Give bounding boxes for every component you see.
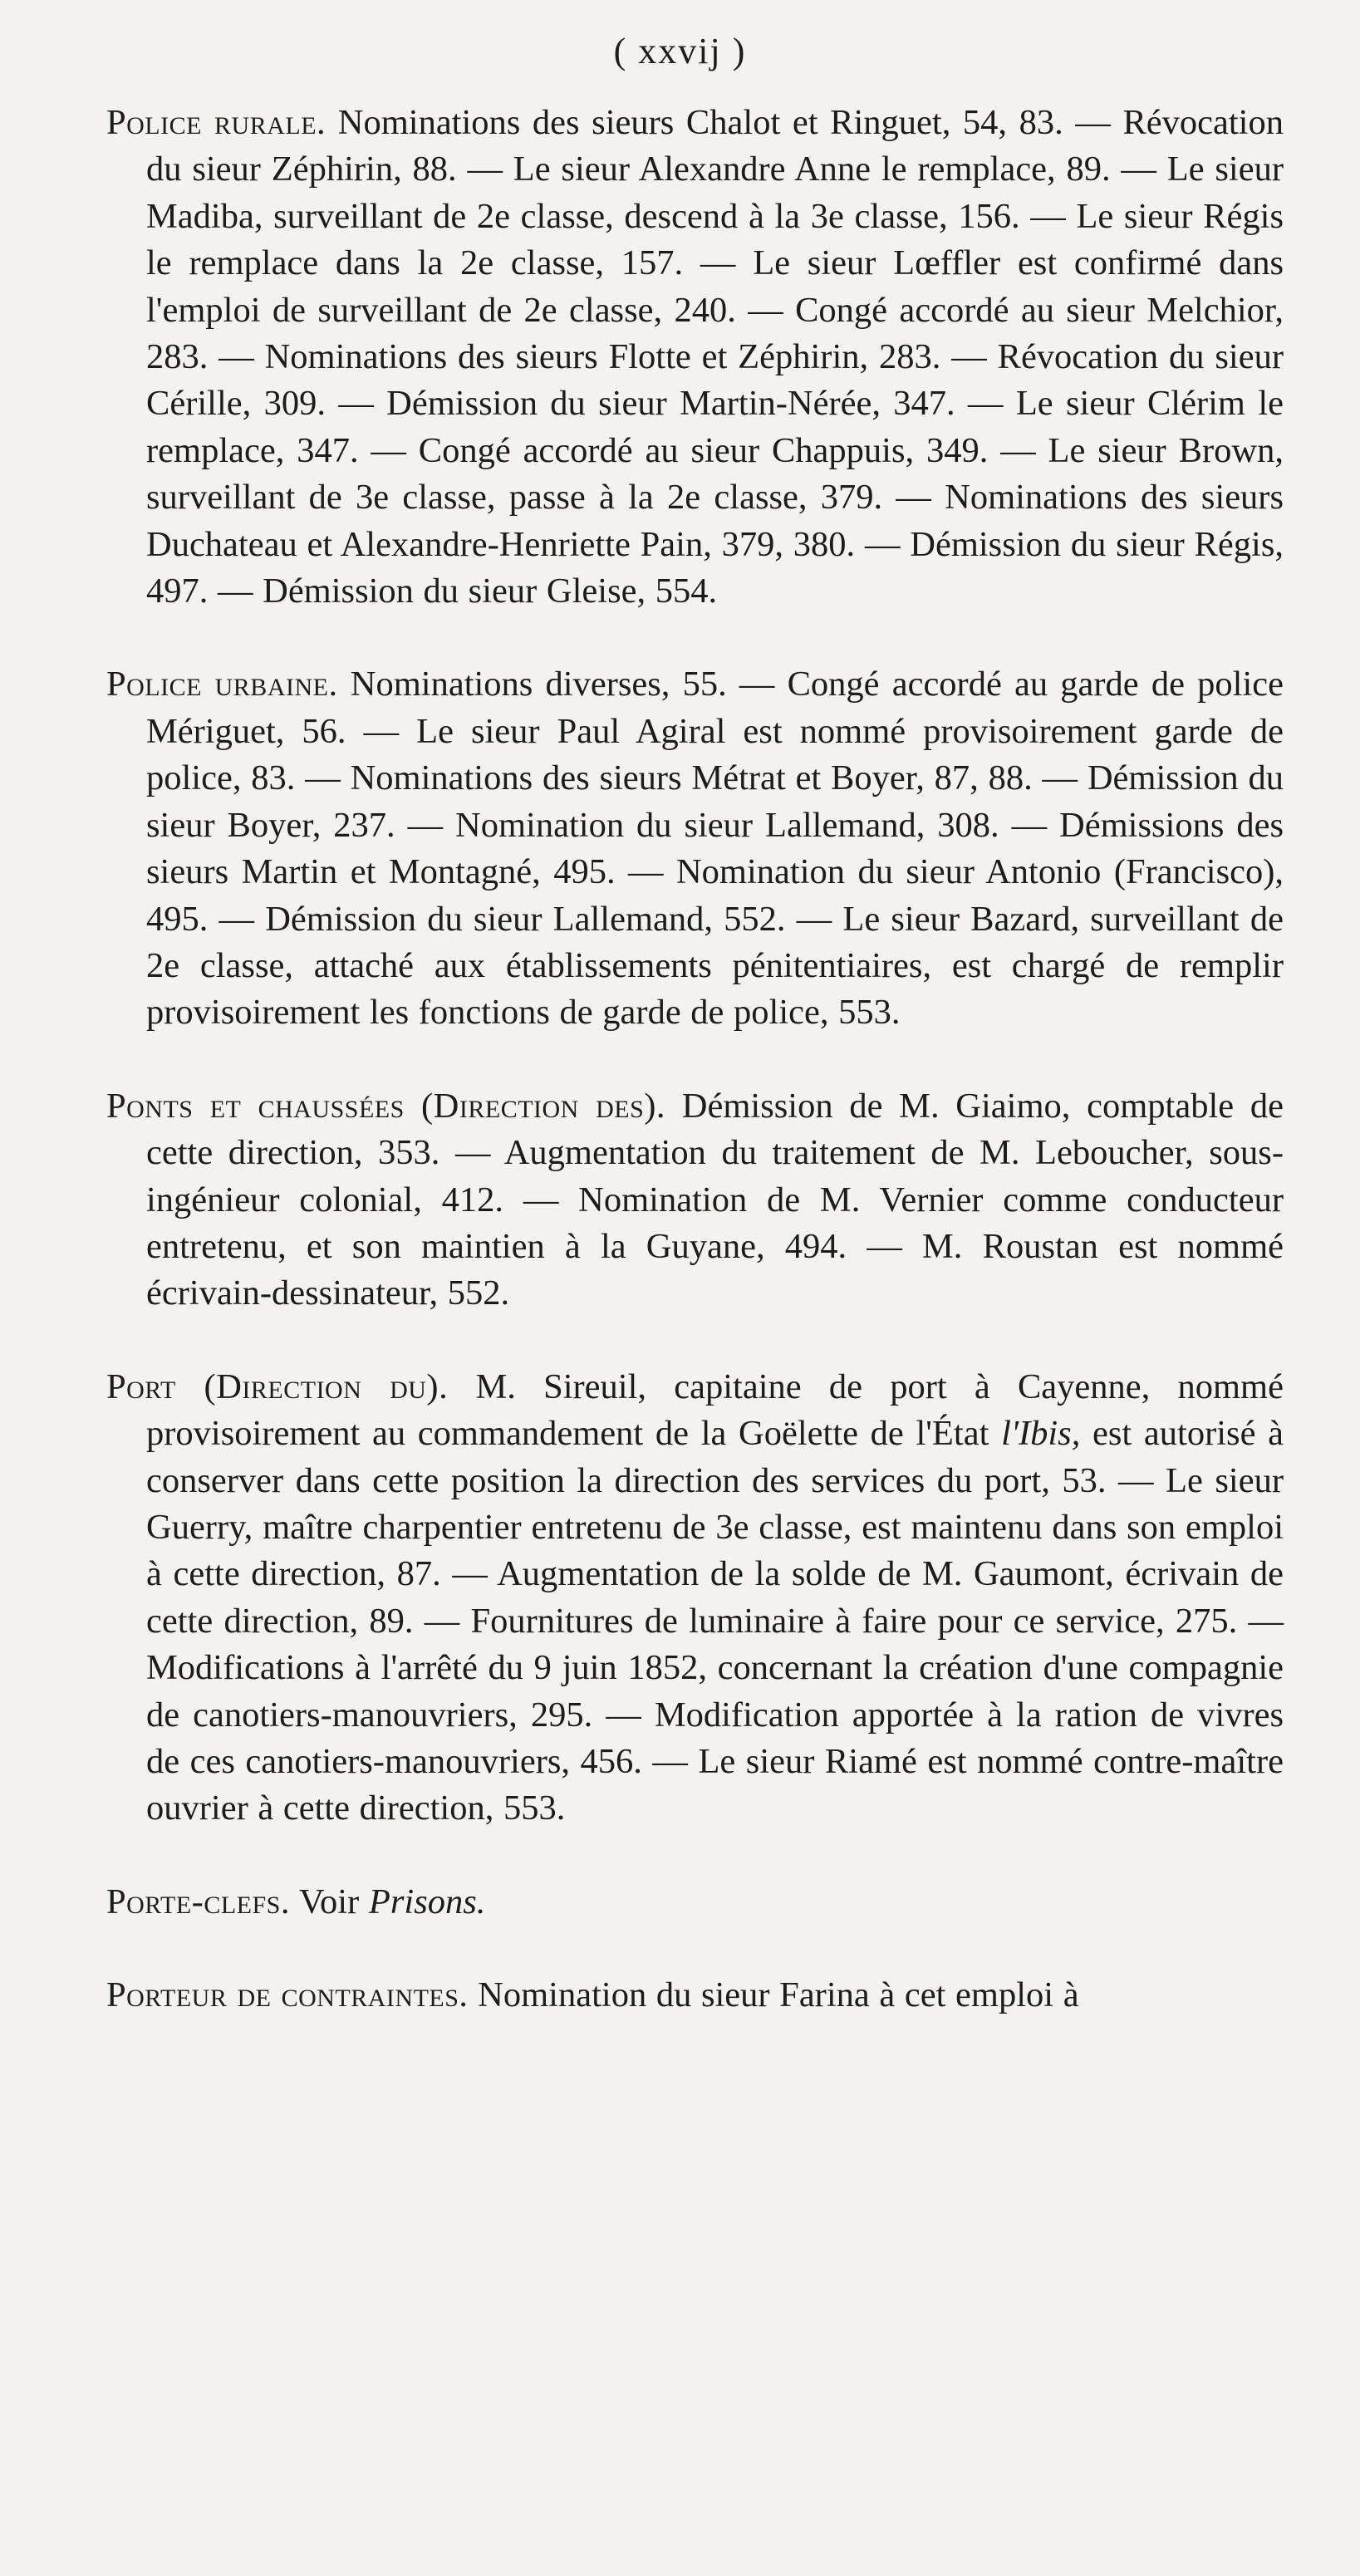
index-entry-ponts-et-chaussees (106, 1083, 1284, 1317)
entry-text: Nomination du sieur Farina à cet emploi à (468, 1975, 1079, 2015)
entry-text: M. Sireuil, capitaine de port à Cayenne, nommé provisoirement au commandement de la Goëlette de l'État (146, 1367, 1284, 1454)
entry-text: Nominations diverses, 55. — Congé accordé au garde de police Mériguet, 56. — Le sieur Paul Agiral est nommé provisoirement garde de police, 83. — Nominations des sieurs Métrat et Boyer, 87, 88. — Démission du sieur Boyer, 237. — Nomination du sieur Lallemand, 308. — Démissions des sieurs Martin et Montagné, 495. — Nomination du sieur Antonio (Francisco), 495. — Démission du sieur Lallemand, 552. — Le sieur Bazard, surveillant de 2e classe, attaché aux établissements pénitentiaires, est chargé de remplir provisoirement les fonctions de garde de police, 553. (146, 665, 1284, 1033)
entry-heading: Porte-clefs. (106, 1882, 290, 1921)
entry-text: Nominations des sieurs Chalot et Ringuet, 54, 83. — Révocation du sieur Zéphirin, 88. — Le sieur Alexandre Anne le remplace, 89. — Le sieur Madiba, surveillant de 2e classe, descend à la 3e classe, 156. — Le sieur Régis le remplace dans la 2e classe, 157. — Le sieur Lœffler est confirmé dans l'emploi de surveillant de 2e classe, 240. — Congé accordé au sieur Melchior, 283. — Nominations des sieurs Flotte et Zéphirin, 283. — Révocation du sieur Cérille, 309. — Démission du sieur Martin-Nérée, 347. — Le sieur Clérim le remplace, 347. — Congé accordé au sieur Chappuis, 349. — Le sieur Brown, surveillant de 3e classe, passe à la 2e classe, 379. — Nominations des sieurs Duchateau et Alexandre-Henriette Pain, 379, 380. — Démission du sieur Régis, 497. — Démission du sieur Gleise, 554. (146, 103, 1284, 611)
index-entry-porteur-de-contraintes (106, 1972, 1284, 2019)
index-entry-porte-clefs (106, 1879, 1284, 1926)
page-folio: ( xxvij ) (613, 31, 747, 71)
entry-text-continued: est autorisé à conserver dans cette position la direction des services du port, 53. — Le sieur Guerry, maître charpentier entretenu de 3e classe, est maintenu dans son emploi à cette direction, 87. — Augmentation de la solde de M. Gaumont, écrivain de cette direction, 89. — Fournitures de luminaire à faire pour ce service, 275. — Modifications à l'arrêté du 9 juin 1852, concernant la création d'une compagnie de canotiers-manouvriers, 295. — Modification apportée à la ration de vivres de ces canotiers-manouvriers, 456. — Le sieur Riamé est nommé contre-maître ouvrier à cette direction, 553. (146, 1414, 1284, 1828)
index-entry-port (106, 1364, 1284, 1833)
cross-reference: Prisons. (368, 1882, 486, 1921)
entry-heading: Porteur de contraintes. (106, 1975, 469, 2015)
index-entry-police-urbaine (106, 661, 1284, 1036)
index-entries (106, 100, 1284, 2066)
entry-text: Démission de M. Giaimo, comptable de cette direction, 353. — Augmentation du traitement de M. Leboucher, sous-ingénieur colonial, 412. — Nomination de M. Vernier comme conducteur entretenu, et son maintien à la Guyane, 494. — M. Roustan est nommé écrivain-dessinateur, 552. (146, 1086, 1284, 1313)
entry-heading: Police rurale. (106, 103, 326, 142)
entry-text: Voir (289, 1882, 369, 1921)
entry-heading: Police urbaine. (106, 665, 338, 704)
ship-name: l'Ibis, (1001, 1414, 1081, 1454)
entry-heading: Ponts et chaussées (Direction des). (106, 1086, 666, 1126)
entry-heading: Port (Direction du). (106, 1367, 449, 1406)
index-entry-police-rurale (106, 100, 1284, 615)
